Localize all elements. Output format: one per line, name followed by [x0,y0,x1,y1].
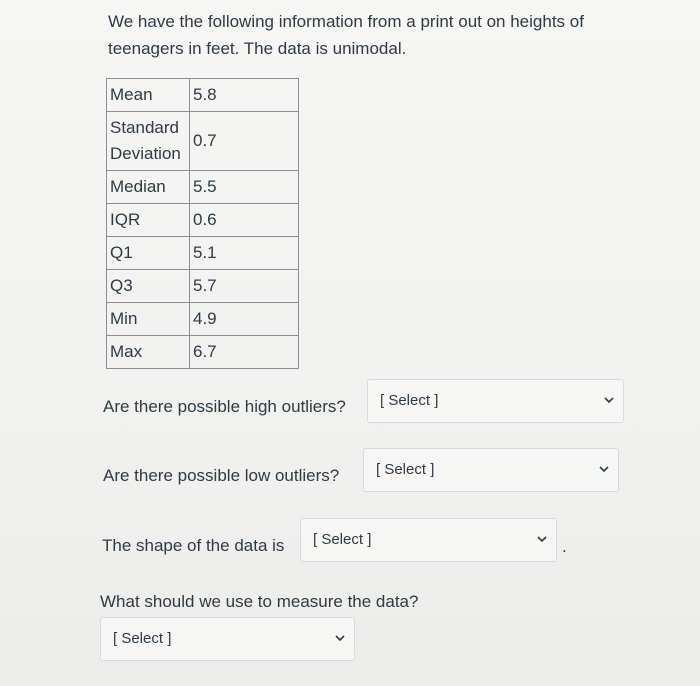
sentence-period: . [562,537,567,556]
stat-value: 5.8 [190,79,299,112]
stat-value: 0.6 [190,204,299,237]
chevron-down-icon [536,533,548,545]
stat-value: 4.9 [190,303,299,336]
select-value: [ Select ] [376,461,435,478]
low-outliers-select[interactable] [363,448,619,492]
high-outliers-select[interactable] [367,379,624,423]
stat-value: 5.1 [190,237,299,270]
stat-label: Q3 [107,270,190,303]
stat-value: 5.5 [190,171,299,204]
low-outliers-question: Are there possible low outliers? [103,466,340,485]
high-outliers-question: Are there possible high outliers? [103,397,346,416]
table-row [107,79,299,112]
select-value: [ Select ] [113,630,172,647]
chevron-down-icon [598,463,610,475]
select-value: [ Select ] [380,392,439,409]
shape-question: The shape of the data is [102,536,285,555]
table-row [107,171,299,204]
stat-label: Mean [107,79,190,112]
measure-select[interactable] [100,617,355,661]
table-row [107,270,299,303]
table-row [107,303,299,336]
chevron-down-icon [603,394,615,406]
stat-label: Max [107,336,190,369]
stat-label: Standard Deviation [107,112,190,171]
stat-label: Median [107,171,190,204]
stat-label: Min [107,303,190,336]
intro-text: We have the following information from a print out on heights of teenagers in feet. The data is unimodal. [108,12,584,58]
shape-select[interactable] [300,518,557,562]
stats-table [106,78,299,369]
table-row [107,112,299,171]
select-value: [ Select ] [313,531,372,548]
stat-label: IQR [107,204,190,237]
chevron-down-icon [334,632,346,644]
stat-label: Q1 [107,237,190,270]
stat-value: 5.7 [190,270,299,303]
table-row [107,336,299,369]
stat-value: 6.7 [190,336,299,369]
stat-value: 0.7 [190,112,299,171]
table-row [107,237,299,270]
table-row [107,204,299,237]
measure-question: What should we use to measure the data? [100,592,419,611]
